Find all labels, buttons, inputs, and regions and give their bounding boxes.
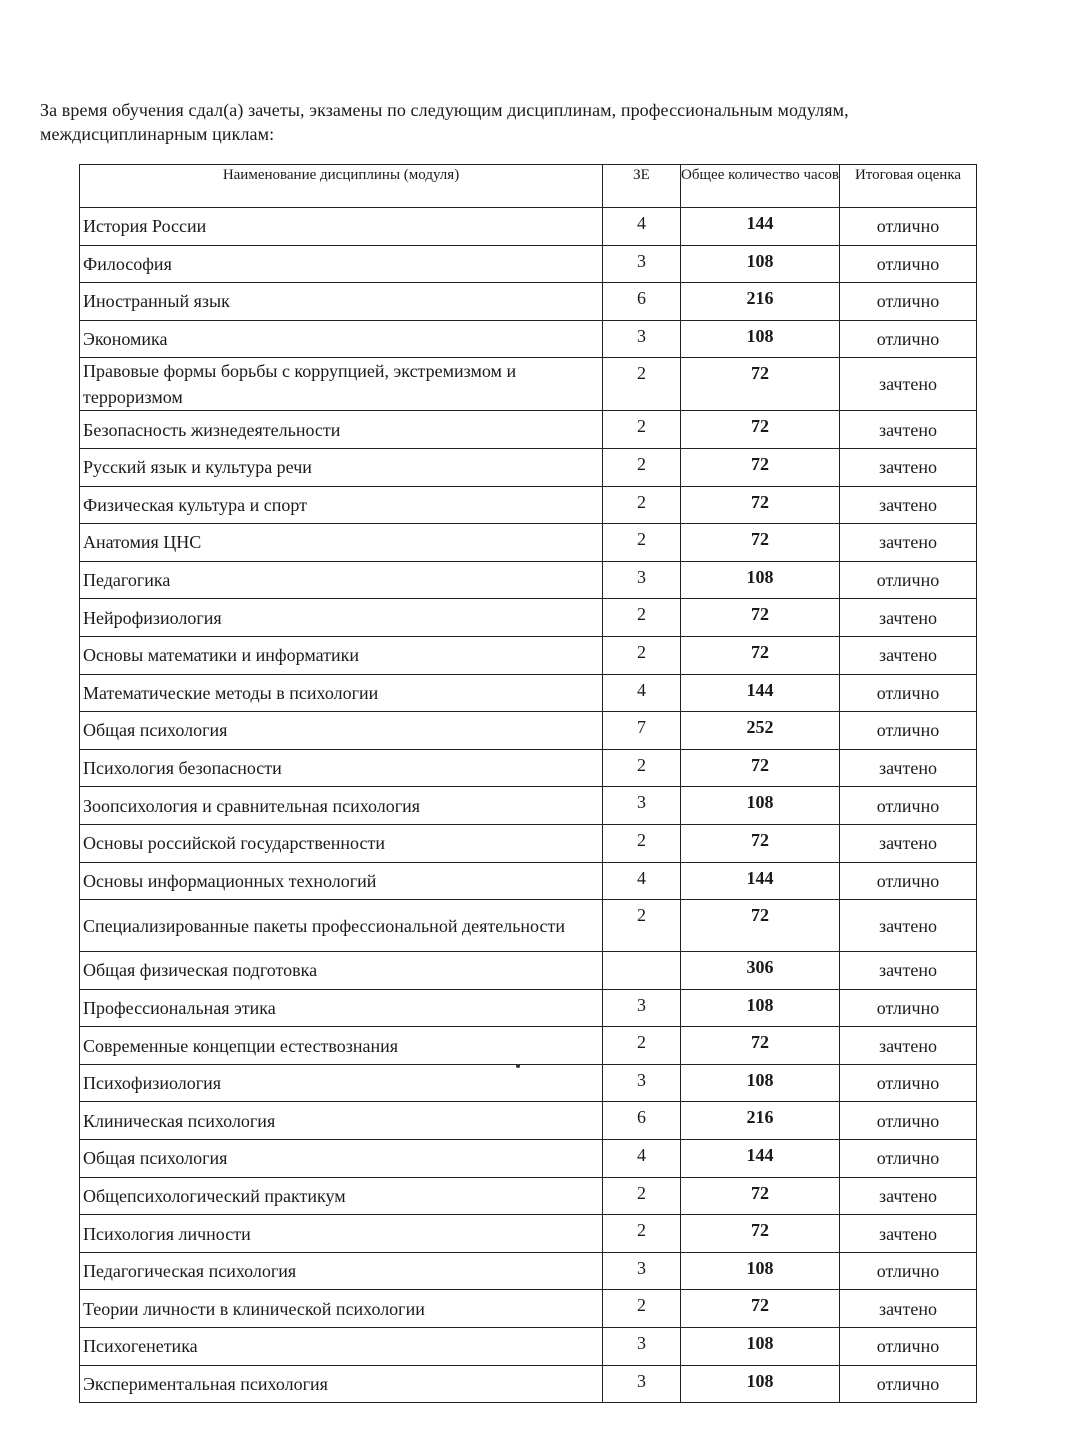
ze-cell: 2 <box>603 1027 681 1065</box>
discipline-name-cell: Психология безопасности <box>80 749 603 787</box>
table-row <box>80 524 977 562</box>
table-row <box>80 320 977 358</box>
grade-cell: зачтено <box>840 448 977 486</box>
hours-cell: 108 <box>681 1365 840 1403</box>
hours-cell: 144 <box>681 1140 840 1178</box>
grade-cell: зачтено <box>840 411 977 449</box>
ze-cell: 3 <box>603 1365 681 1403</box>
hours-cell: 72 <box>681 599 840 637</box>
hours-cell: 144 <box>681 674 840 712</box>
hours-cell: 72 <box>681 749 840 787</box>
grade-cell: зачтено <box>840 636 977 674</box>
intro-line-2: междисциплинарным циклам: <box>40 124 275 144</box>
discipline-name-cell: Психология личности <box>80 1215 603 1253</box>
ze-cell: 4 <box>603 862 681 900</box>
grade-cell: отлично <box>840 1064 977 1102</box>
ze-cell: 3 <box>603 561 681 599</box>
ze-cell: 2 <box>603 824 681 862</box>
discipline-name-cell: Экспериментальная психология <box>80 1365 603 1403</box>
grade-cell: зачтено <box>840 599 977 637</box>
ze-cell <box>603 952 681 990</box>
grade-cell: отлично <box>840 1252 977 1290</box>
table-row <box>80 358 977 411</box>
discipline-name-cell: Основы математики и информатики <box>80 636 603 674</box>
table-row <box>80 1177 977 1215</box>
table-row <box>80 486 977 524</box>
table-row <box>80 245 977 283</box>
ze-cell: 3 <box>603 1064 681 1102</box>
ze-cell: 4 <box>603 1140 681 1178</box>
hours-cell: 72 <box>681 358 840 411</box>
grade-cell: зачтено <box>840 1177 977 1215</box>
table-row <box>80 599 977 637</box>
discipline-name-cell: Теории личности в клинической психологии <box>80 1290 603 1328</box>
hours-cell: 108 <box>681 320 840 358</box>
discipline-name-cell: Экономика <box>80 320 603 358</box>
discipline-name-cell: Основы российской государственности <box>80 824 603 862</box>
hours-cell: 252 <box>681 712 840 750</box>
discipline-name-cell: Русский язык и культура речи <box>80 448 603 486</box>
ze-cell: 2 <box>603 599 681 637</box>
grade-cell: отлично <box>840 561 977 599</box>
grade-cell: зачтено <box>840 524 977 562</box>
grade-cell: зачтено <box>840 1290 977 1328</box>
discipline-name-cell: История России <box>80 208 603 246</box>
table-row <box>80 1102 977 1140</box>
grade-cell: зачтено <box>840 900 977 952</box>
hours-cell: 216 <box>681 1102 840 1140</box>
hours-cell: 108 <box>681 1252 840 1290</box>
discipline-name-cell: Психогенетика <box>80 1328 603 1366</box>
table-row <box>80 411 977 449</box>
discipline-name-cell: Общая психология <box>80 1140 603 1178</box>
table-row <box>80 900 977 952</box>
grade-cell: зачтено <box>840 1027 977 1065</box>
discipline-name-cell: Современные концепции естествознания <box>80 1027 603 1065</box>
intro-text <box>40 98 1040 146</box>
table-row <box>80 636 977 674</box>
ze-cell: 3 <box>603 1328 681 1366</box>
table-row <box>80 989 977 1027</box>
header-discipline-name: Наименование дисциплины (модуля) <box>80 165 603 208</box>
discipline-name-cell: Зоопсихология и сравнительная психология <box>80 787 603 825</box>
hours-cell: 108 <box>681 561 840 599</box>
grade-cell: отлично <box>840 320 977 358</box>
table-row <box>80 1252 977 1290</box>
table-row <box>80 952 977 990</box>
discipline-name-cell: Основы информационных технологий <box>80 862 603 900</box>
ze-cell: 3 <box>603 1252 681 1290</box>
header-ze: ЗЕ <box>603 165 681 208</box>
table-row <box>80 1215 977 1253</box>
table-row <box>80 1140 977 1178</box>
table-header-row <box>80 165 977 208</box>
ze-cell: 6 <box>603 1102 681 1140</box>
ze-cell: 4 <box>603 674 681 712</box>
scan-speck <box>516 1064 520 1068</box>
ze-cell: 7 <box>603 712 681 750</box>
discipline-name-cell: Общая физическая подготовка <box>80 952 603 990</box>
table-row <box>80 1027 977 1065</box>
ze-cell: 2 <box>603 900 681 952</box>
grade-cell: отлично <box>840 787 977 825</box>
discipline-name-cell: Философия <box>80 245 603 283</box>
grade-cell: зачтено <box>840 358 977 411</box>
grade-cell: отлично <box>840 674 977 712</box>
table-row <box>80 1064 977 1102</box>
ze-cell: 3 <box>603 245 681 283</box>
grade-cell: зачтено <box>840 749 977 787</box>
ze-cell: 2 <box>603 1290 681 1328</box>
grade-cell: отлично <box>840 712 977 750</box>
table-row <box>80 1290 977 1328</box>
table-row <box>80 208 977 246</box>
discipline-name-cell: Правовые формы борьбы с коррупцией, экстремизмом и терроризмом <box>80 358 603 411</box>
hours-cell: 306 <box>681 952 840 990</box>
hours-cell: 72 <box>681 448 840 486</box>
hours-cell: 216 <box>681 283 840 321</box>
header-total-hours: Общее количество часов <box>681 165 840 208</box>
discipline-name-cell: Нейрофизиология <box>80 599 603 637</box>
table-row <box>80 749 977 787</box>
header-final-grade: Итоговая оценка <box>840 165 977 208</box>
grade-cell: отлично <box>840 1328 977 1366</box>
ze-cell: 2 <box>603 1177 681 1215</box>
grade-cell: зачтено <box>840 486 977 524</box>
hours-cell: 72 <box>681 636 840 674</box>
table-row <box>80 1328 977 1366</box>
ze-cell: 6 <box>603 283 681 321</box>
ze-cell: 2 <box>603 411 681 449</box>
discipline-name-cell: Иностранный язык <box>80 283 603 321</box>
ze-cell: 2 <box>603 524 681 562</box>
table-row <box>80 674 977 712</box>
ze-cell: 4 <box>603 208 681 246</box>
table-row <box>80 787 977 825</box>
hours-cell: 108 <box>681 245 840 283</box>
hours-cell: 72 <box>681 1177 840 1215</box>
grade-cell: отлично <box>840 245 977 283</box>
hours-cell: 108 <box>681 787 840 825</box>
discipline-name-cell: Педагогическая психология <box>80 1252 603 1290</box>
table-row <box>80 824 977 862</box>
table-row <box>80 712 977 750</box>
hours-cell: 72 <box>681 486 840 524</box>
grade-cell: отлично <box>840 862 977 900</box>
discipline-name-cell: Специализированные пакеты профессиональной деятельности <box>80 900 603 952</box>
ze-cell: 2 <box>603 358 681 411</box>
hours-cell: 72 <box>681 524 840 562</box>
grade-cell: отлично <box>840 1365 977 1403</box>
table-row <box>80 862 977 900</box>
table-row <box>80 448 977 486</box>
hours-cell: 108 <box>681 989 840 1027</box>
table-row <box>80 561 977 599</box>
grade-cell: отлично <box>840 1140 977 1178</box>
hours-cell: 72 <box>681 1027 840 1065</box>
intro-line-1: За время обучения сдал(а) зачеты, экзамены по следующим дисциплинам, профессиональным модулям, <box>40 100 849 120</box>
discipline-name-cell: Анатомия ЦНС <box>80 524 603 562</box>
grade-cell: отлично <box>840 1102 977 1140</box>
discipline-name-cell: Безопасность жизнедеятельности <box>80 411 603 449</box>
grade-cell: отлично <box>840 283 977 321</box>
table-row <box>80 283 977 321</box>
hours-cell: 72 <box>681 1215 840 1253</box>
grade-cell: зачтено <box>840 1215 977 1253</box>
discipline-name-cell: Физическая культура и спорт <box>80 486 603 524</box>
ze-cell: 3 <box>603 989 681 1027</box>
ze-cell: 3 <box>603 320 681 358</box>
ze-cell: 2 <box>603 448 681 486</box>
hours-cell: 144 <box>681 862 840 900</box>
hours-cell: 108 <box>681 1328 840 1366</box>
discipline-name-cell: Профессиональная этика <box>80 989 603 1027</box>
grade-cell: зачтено <box>840 824 977 862</box>
ze-cell: 3 <box>603 787 681 825</box>
ze-cell: 2 <box>603 749 681 787</box>
discipline-name-cell: Общая психология <box>80 712 603 750</box>
hours-cell: 72 <box>681 824 840 862</box>
grades-table <box>79 164 977 1403</box>
discipline-name-cell: Клиническая психология <box>80 1102 603 1140</box>
hours-cell: 72 <box>681 1290 840 1328</box>
grade-cell: отлично <box>840 989 977 1027</box>
ze-cell: 2 <box>603 1215 681 1253</box>
discipline-name-cell: Педагогика <box>80 561 603 599</box>
grade-cell: зачтено <box>840 952 977 990</box>
ze-cell: 2 <box>603 636 681 674</box>
discipline-name-cell: Математические методы в психологии <box>80 674 603 712</box>
grade-cell: отлично <box>840 208 977 246</box>
hours-cell: 108 <box>681 1064 840 1102</box>
table-row <box>80 1365 977 1403</box>
hours-cell: 72 <box>681 900 840 952</box>
discipline-name-cell: Психофизиология <box>80 1064 603 1102</box>
hours-cell: 72 <box>681 411 840 449</box>
ze-cell: 2 <box>603 486 681 524</box>
discipline-name-cell: Общепсихологический практикум <box>80 1177 603 1215</box>
hours-cell: 144 <box>681 208 840 246</box>
table-body <box>80 208 977 1403</box>
